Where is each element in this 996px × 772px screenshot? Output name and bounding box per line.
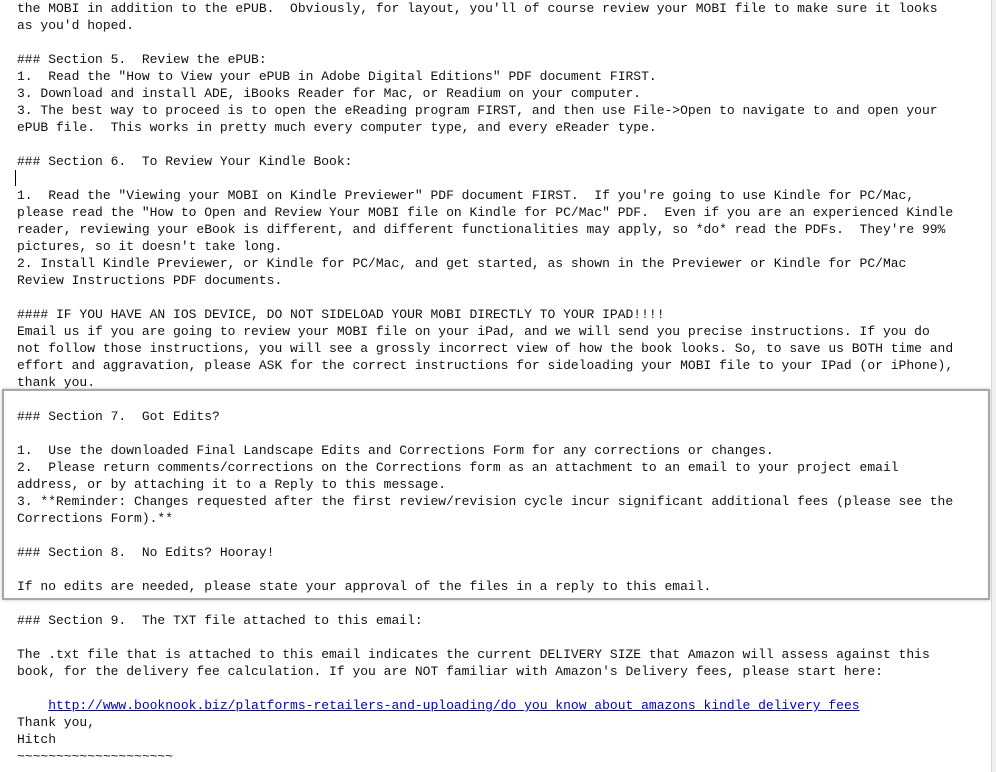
scrollbar-edge[interactable] [991, 0, 996, 772]
text-line: 2. Install Kindle Previewer, or Kindle for PC/Mac, and get started, as shown in the Previewer or Kindle for PC/Mac [17, 256, 907, 271]
text-line: 3. **Reminder: Changes requested after the first review/revision cycle incur significant additional fees (please see the [17, 494, 954, 509]
text-line: 3. The best way to proceed is to open the eReading program FIRST, and then use File->Open to navigate to and open your [17, 103, 938, 118]
text-line: effort and aggravation, please ASK for the correct instructions for sideloading your MOBI file to your IPad (or iPhone), [17, 358, 954, 373]
separator-line: ~~~~~~~~~~~~~~~~~~~~ [17, 749, 174, 764]
section-6-heading: ### Section 6. To Review Your Kindle Book: [17, 154, 353, 169]
text-line: please read the "How to Open and Review Your MOBI file on Kindle for PC/Mac" PDF. Even if you are an experienced Kindle [17, 205, 954, 220]
text-line: book, for the delivery fee calculation. If you are NOT familiar with Amazon's Delivery fees, please start here: [17, 664, 883, 679]
text-line: the MOBI in addition to the ePUB. Obviously, for layout, you'll of course review your MOBI file to make sure it looks [17, 1, 938, 16]
link-line [17, 680, 860, 713]
text-line: reader, reviewing your eBook is different, and different functionalities may apply, so *do* read the PDFs. They're 99% [17, 222, 946, 237]
text-line: 2. Please return comments/corrections on the Corrections form as an attachment to an email to your project email [17, 460, 899, 475]
text-line: If no edits are needed, please state your approval of the files in a reply to this email. [17, 579, 712, 594]
section-8-heading: ### Section 8. No Edits? Hooray! [17, 545, 275, 560]
text-line: thank you. [17, 375, 96, 390]
text-line: Corrections Form).** [17, 511, 174, 526]
text-line: not follow those instructions, you will see a grossly incorrect view of how the book looks. So, to save us BOTH time and [17, 341, 954, 356]
text-line: as you'd hoped. [17, 18, 135, 33]
text-line: ePUB file. This works in pretty much every computer type, and every eReader type. [17, 120, 657, 135]
text-line: Email us if you are going to review your MOBI file on your iPad, and we will send you precise instructions. If you do [17, 324, 930, 339]
text-line: pictures, so it doesn't take long. [17, 239, 283, 254]
highlight-box [2, 389, 990, 600]
section-9-heading: ### Section 9. The TXT file attached to this email: [17, 613, 423, 628]
text-line: 1. Use the downloaded Final Landscape Edits and Corrections Form for any corrections or changes. [17, 443, 774, 458]
signature-line: Hitch [17, 732, 57, 747]
ios-warning-heading: #### IF YOU HAVE AN IOS DEVICE, DO NOT SIDELOAD YOUR MOBI DIRECTLY TO YOUR IPAD!!!! [17, 307, 665, 322]
closing-line: Thank you, [17, 715, 96, 730]
text-line: 1. Read the "How to View your ePUB in Adobe Digital Editions" PDF document FIRST. [17, 69, 657, 84]
text-line: 1. Read the "Viewing your MOBI on Kindle Previewer" PDF document FIRST. If you're going to use Kindle for PC/Mac, [17, 188, 915, 203]
text-line: The .txt file that is attached to this email indicates the current DELIVERY SIZE that Amazon will assess against this [17, 647, 930, 662]
text-cursor [15, 170, 16, 186]
text-line: address, or by attaching it to a Reply to this message. [17, 477, 447, 492]
text-line: Review Instructions PDF documents. [17, 273, 283, 288]
section-5-heading: ### Section 5. Review the ePUB: [17, 52, 267, 67]
text-line: 3. Download and install ADE, iBooks Reader for Mac, or Readium on your computer. [17, 86, 642, 101]
section-7-heading: ### Section 7. Got Edits? [17, 409, 220, 424]
delivery-fees-link[interactable]: http://www.booknook.biz/platforms-retailers-and-uploading/do_you_know_about_amazons_kindle_delivery_fees [48, 698, 860, 713]
